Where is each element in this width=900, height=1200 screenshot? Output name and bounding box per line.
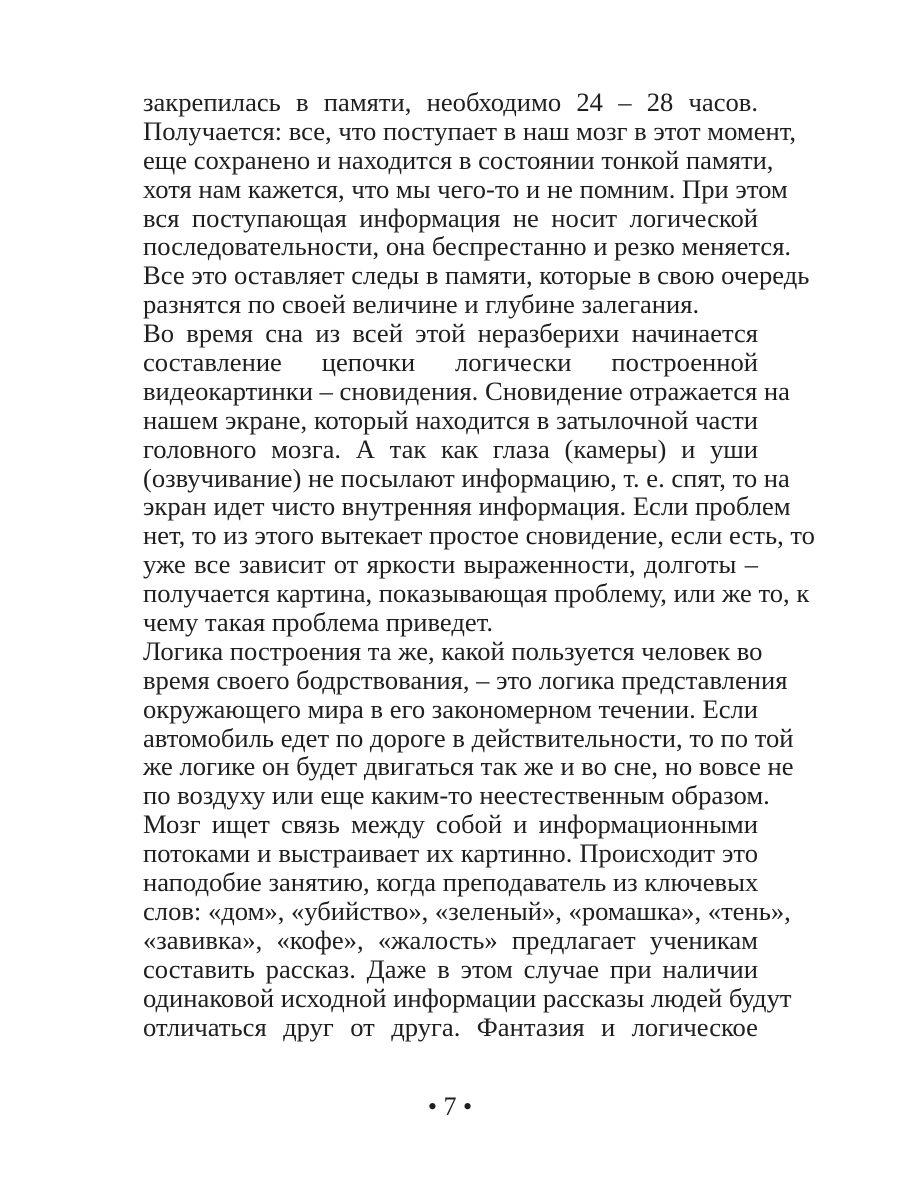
text-line: Получается: все, что поступает в наш мозг в этот момент, [143,115,797,146]
text-line: экран идет чисто внутренняя информация. Если проблем [143,491,791,522]
text-line: (озвучивание) не посылают информацию, т. е. спят, то на [143,462,790,493]
text-line: слов: «дом», «убийство», «зеленый», «ромашка», «тень», [143,895,791,926]
text-line: уже все зависит от яркости выраженности, долготы – [143,549,758,580]
text-line: Логика построения та же, какой пользуется человек во [143,635,763,666]
text-line: последовательности, она беспрестанно и резко меняется. [143,231,792,262]
paragraph-1 [143,87,810,320]
text-line: составление цепочки логически построенной [143,347,758,378]
text-line: нет, то из этого вытекает простое сновидение, если есть, то [143,520,815,551]
text-line: окружающего мира в его закономерном течении. Если [143,693,758,724]
text-line: нашем экране, который находится в затылочной части [143,404,758,435]
page-body [143,87,815,1042]
text-line: чему такая проблема приведет. [143,607,493,638]
text-line: по воздуху или еще каким-то неестественным образом. [143,780,770,811]
text-line: закрепилась в памяти, необходимо 24 – 28 часов. [143,87,758,117]
paragraph-2 [143,318,815,638]
paragraph-3 [143,635,794,811]
text-line: вся поступающая информация не носит логической [143,202,758,233]
text-line: составить рассказ. Даже в этом случае при наличии [143,953,758,984]
text-line: потоками и выстраивает их картинно. Происходит это [143,838,758,869]
text-line: Мозг ищет связь между собой и информационными [143,809,758,840]
text-line: еще сохранено и находится в состоянии тонкой памяти, [143,144,774,175]
text-line: одинаковой исходной информации рассказы людей будут [143,982,792,1013]
text-line: отличаться друг от друга. Фантазия и логическое [143,1011,758,1042]
text-line: время своего бодрствования, – это логика представления [143,664,788,695]
text-line: Во время сна из всей этой неразберихи начинается [143,318,758,349]
page-number: • 7 • [427,1092,473,1121]
text-line: головного мозга. А так как глаза (камеры) и уши [143,433,758,464]
text-line: наподобие занятию, когда преподаватель из ключевых [143,867,759,898]
text-line: автомобиль едет по дороге в действительности, то по той [143,722,794,753]
paragraph-4 [143,809,792,1042]
text-line: же логике он будет двигаться так же и во сне, но вовсе не [143,751,794,782]
text-line: Все это оставляет следы в памяти, которые в свою очередь [143,260,810,291]
text-line: хотя нам кажется, что мы чего-то и не помним. При этом [143,173,788,204]
text-line: разнятся по своей величине и глубине залегания. [143,289,700,320]
text-line: «завивка», «кофе», «жалость» предлагает ученикам [143,924,758,955]
text-line: получается картина, показывающая проблему, или же то, к [143,578,810,609]
text-line: видеокартинки – сновидения. Сновидение отражается на [143,375,790,406]
